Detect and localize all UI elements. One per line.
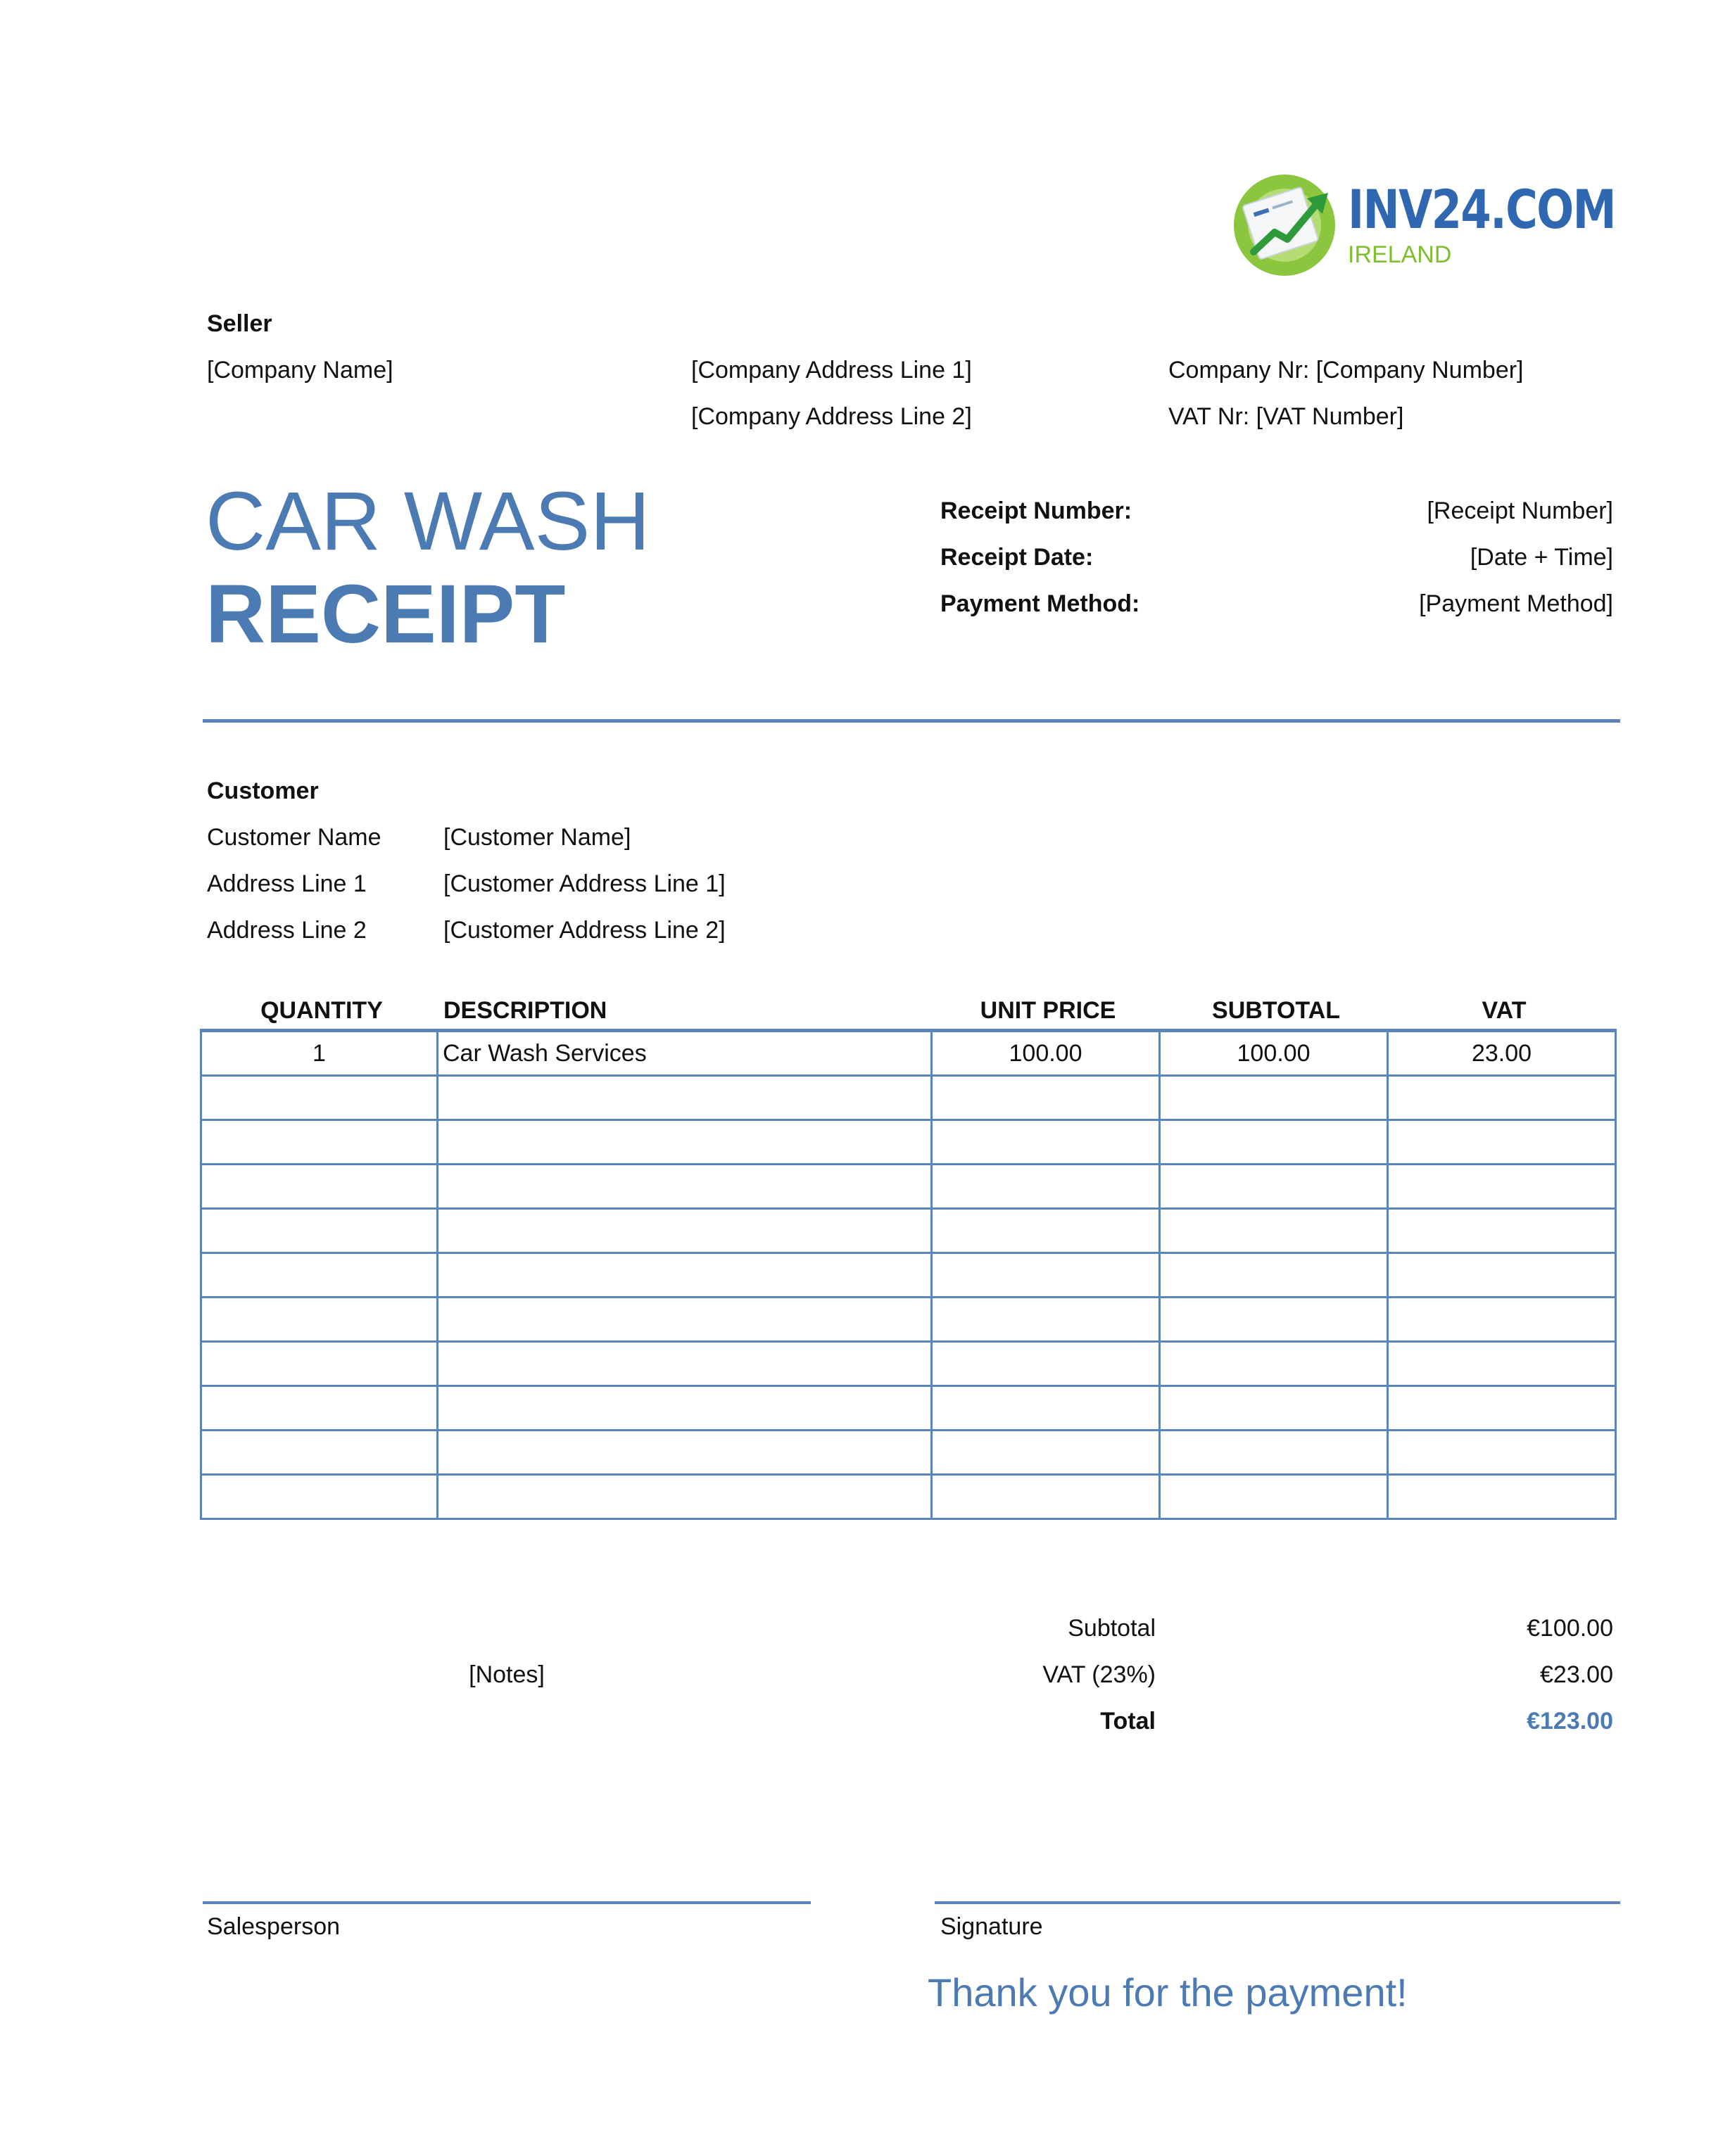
table-cell-empty [438, 1165, 932, 1209]
table-cell-empty [1388, 1209, 1616, 1253]
table-cell-empty [1160, 1165, 1388, 1209]
logo-region: IRELAND [1348, 241, 1452, 268]
table-cell-empty [1160, 1298, 1388, 1342]
table-cell-empty [932, 1431, 1160, 1475]
customer-name-value: [Customer Name] [443, 824, 631, 851]
col-header-subtotal: SUBTOTAL [1212, 997, 1340, 1024]
table-cell-empty [1388, 1342, 1616, 1386]
table-cell-empty [1388, 1165, 1616, 1209]
payment-method-value: [Payment Method] [1419, 590, 1613, 617]
receipt-date-label: Receipt Date: [940, 544, 1094, 571]
table-row-empty [201, 1431, 1616, 1475]
thank-you-message: Thank you for the payment! [928, 1970, 1408, 2015]
table-cell-empty [1388, 1386, 1616, 1431]
table-cell-empty [438, 1431, 932, 1475]
customer-name-label: Customer Name [207, 824, 381, 851]
table-cell-empty [932, 1475, 1160, 1519]
table-cell-empty [1160, 1209, 1388, 1253]
table-cell-empty [201, 1431, 438, 1475]
table-cell-empty [201, 1298, 438, 1342]
salesperson-label: Salesperson [207, 1913, 341, 1940]
company-logo [1228, 167, 1615, 280]
table-cell-empty [201, 1165, 438, 1209]
customer-address-1-value: [Customer Address Line 1] [443, 870, 726, 897]
section-divider [203, 719, 1620, 723]
subtotal-label: Subtotal [1068, 1615, 1156, 1642]
table-cell-empty [1160, 1475, 1388, 1519]
table-cell-empty [201, 1342, 438, 1386]
table-cell-empty [932, 1209, 1160, 1253]
receipt-title-line-1: CAR WASH [206, 475, 650, 568]
seller-address-line-2: [Company Address Line 2] [691, 403, 972, 430]
col-header-vat: VAT [1482, 997, 1527, 1024]
vat-label: VAT (23%) [1042, 1661, 1156, 1688]
seller-company-number: Company Nr: [Company Number] [1168, 357, 1524, 383]
table-cell-empty [201, 1209, 438, 1253]
table-cell-empty [438, 1253, 932, 1298]
table-row-empty [201, 1298, 1616, 1342]
table-cell-empty [1388, 1431, 1616, 1475]
table-cell-empty [1160, 1120, 1388, 1165]
table-cell-empty [438, 1298, 932, 1342]
table-cell-empty [932, 1165, 1160, 1209]
table-row-empty [201, 1342, 1616, 1386]
col-header-quantity: QUANTITY [260, 997, 383, 1024]
seller-company-name: [Company Name] [207, 357, 393, 383]
customer-address-1-label: Address Line 1 [207, 870, 367, 897]
customer-address-2-value: [Customer Address Line 2] [443, 917, 726, 944]
table-cell-empty [1160, 1431, 1388, 1475]
receipt-date-value: [Date + Time] [1470, 544, 1613, 571]
table-cell-empty [932, 1298, 1160, 1342]
customer-heading: Customer [207, 778, 319, 804]
logo-wordmark: INV24.COM [1348, 178, 1615, 241]
receipt-title-line-2: RECEIPT [206, 568, 566, 661]
subtotal-value: €100.00 [1527, 1615, 1613, 1642]
table-cell-empty [1388, 1253, 1616, 1298]
payment-method-label: Payment Method: [940, 590, 1140, 617]
receipt-arrow-logo-icon [1228, 167, 1341, 280]
col-header-description: DESCRIPTION [443, 997, 607, 1024]
cell-description: Car Wash Services [438, 1031, 932, 1076]
table-cell-empty [1388, 1298, 1616, 1342]
table-cell-empty [438, 1386, 932, 1431]
table-cell-empty [201, 1386, 438, 1431]
table-cell-empty [1388, 1076, 1616, 1120]
table-row-empty [201, 1120, 1616, 1165]
table-row-empty [201, 1475, 1616, 1519]
table-cell-empty [201, 1475, 438, 1519]
table-cell-empty [932, 1120, 1160, 1165]
table-cell-empty [1160, 1342, 1388, 1386]
table-cell-empty [932, 1386, 1160, 1431]
table-cell-empty [1388, 1120, 1616, 1165]
cell-vat: 23.00 [1388, 1031, 1616, 1076]
table-cell-empty [438, 1076, 932, 1120]
line-items-table [200, 1029, 1617, 1520]
table-cell-empty [1160, 1076, 1388, 1120]
table-cell-empty [438, 1209, 932, 1253]
table-cell-empty [201, 1253, 438, 1298]
signature-label: Signature [940, 1913, 1043, 1940]
cell-subtotal: 100.00 [1160, 1031, 1388, 1076]
vat-value: €23.00 [1540, 1661, 1613, 1688]
table-cell-empty [438, 1342, 932, 1386]
customer-signature-line [935, 1901, 1620, 1904]
customer-address-2-label: Address Line 2 [207, 917, 367, 944]
table-cell-empty [438, 1475, 932, 1519]
table-row [201, 1031, 1616, 1076]
table-cell-empty [1388, 1475, 1616, 1519]
seller-address-line-1: [Company Address Line 1] [691, 357, 972, 383]
receipt-number-label: Receipt Number: [940, 497, 1132, 524]
col-header-unit-price: UNIT PRICE [980, 997, 1116, 1024]
cell-quantity: 1 [201, 1031, 438, 1076]
cell-unit-price: 100.00 [932, 1031, 1160, 1076]
table-cell-empty [438, 1120, 932, 1165]
table-cell-empty [1160, 1253, 1388, 1298]
table-cell-empty [1160, 1386, 1388, 1431]
seller-vat-number: VAT Nr: [VAT Number] [1168, 403, 1404, 430]
table-row-empty [201, 1165, 1616, 1209]
receipt-number-value: [Receipt Number] [1427, 497, 1613, 524]
table-row-empty [201, 1386, 1616, 1431]
notes-placeholder: [Notes] [469, 1661, 545, 1688]
table-row-empty [201, 1253, 1616, 1298]
table-cell-empty [201, 1120, 438, 1165]
table-cell-empty [201, 1076, 438, 1120]
table-cell-empty [932, 1076, 1160, 1120]
salesperson-signature-line [203, 1901, 811, 1904]
table-cell-empty [932, 1342, 1160, 1386]
table-row-empty [201, 1076, 1616, 1120]
seller-heading: Seller [207, 310, 272, 337]
total-label: Total [1100, 1708, 1156, 1735]
table-row-empty [201, 1209, 1616, 1253]
total-value: €123.00 [1527, 1708, 1613, 1735]
table-cell-empty [932, 1253, 1160, 1298]
